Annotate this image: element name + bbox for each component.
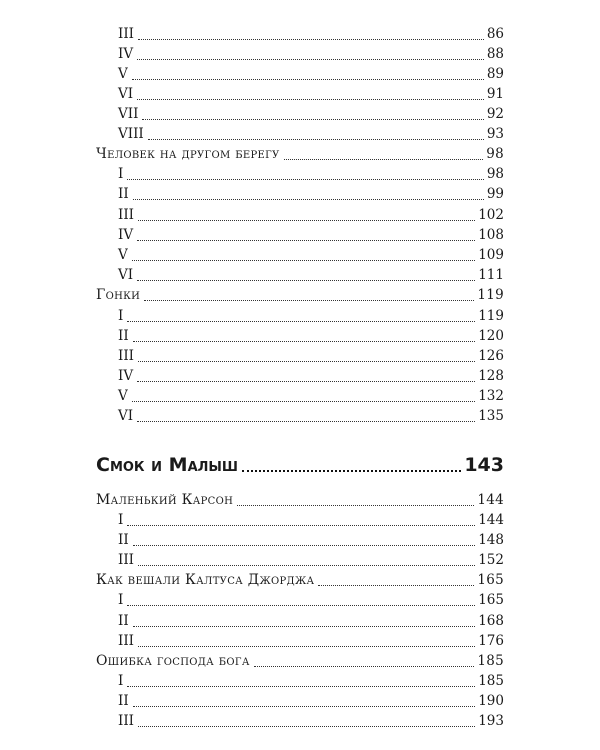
toc-section-entry — [118, 124, 504, 144]
toc-page-number: 98 — [486, 146, 504, 162]
toc-entry-label: Ошибка господа бога — [96, 653, 250, 669]
toc-entry-label: Смок и Малыш — [96, 454, 238, 476]
dot-leader — [138, 645, 475, 647]
toc-page-number: 128 — [478, 368, 504, 384]
toc-page-number: 98 — [486, 166, 504, 182]
toc-page-number: 185 — [478, 673, 504, 689]
toc-page-number: 119 — [478, 308, 504, 324]
dot-leader — [137, 239, 475, 241]
toc-section-entry — [118, 590, 504, 610]
dot-leader — [137, 420, 475, 422]
toc-entry-label: III — [118, 633, 134, 649]
toc-entry-label: Маленький Карсон — [96, 492, 234, 508]
toc-page-number: 109 — [478, 247, 504, 263]
toc-section-entry — [118, 631, 504, 651]
toc-entry-label: II — [118, 532, 129, 548]
dot-leader — [127, 685, 475, 687]
toc-section-entry — [118, 386, 504, 406]
toc-entry-label: I — [118, 512, 124, 528]
toc-chapter-entry — [96, 490, 504, 510]
toc-page-number: 91 — [486, 86, 504, 102]
toc-page-number: 144 — [477, 492, 504, 508]
dot-leader — [133, 198, 484, 200]
toc-entry-label: II — [118, 693, 129, 709]
toc-section-entry — [118, 611, 504, 631]
toc-section-entry — [118, 346, 504, 366]
dot-leader — [132, 259, 475, 261]
toc-chapter-entry — [96, 144, 504, 164]
toc-section-entry — [118, 84, 504, 104]
toc-section-entry — [118, 711, 504, 731]
toc-entry-label: IV — [118, 227, 134, 243]
toc-section-entry — [118, 265, 504, 285]
toc-entry-label: II — [118, 613, 129, 629]
toc-page-number: 144 — [478, 512, 504, 528]
dot-leader — [254, 665, 475, 667]
toc-page-number: 93 — [486, 126, 504, 142]
dot-leader — [132, 78, 484, 80]
toc-entry-label: IV — [118, 46, 134, 62]
toc-section-entry — [118, 104, 504, 124]
toc-page-number: 152 — [478, 552, 504, 568]
dot-leader — [127, 524, 475, 526]
toc-entry-label: V — [118, 247, 128, 263]
toc-page-number: 111 — [478, 267, 504, 283]
toc-entry-label: III — [118, 552, 134, 568]
toc-section-entry — [118, 691, 504, 711]
toc-section-entry — [118, 530, 504, 550]
toc-page-number: 89 — [486, 66, 504, 82]
toc-page-number: 168 — [478, 613, 504, 629]
toc-page-number: 135 — [478, 408, 504, 424]
toc-entry-label: III — [118, 713, 134, 729]
toc-entry-label: III — [118, 207, 134, 223]
toc-section-entry — [118, 550, 504, 570]
toc-entry-label: V — [118, 66, 128, 82]
toc-section-entry — [118, 510, 504, 530]
toc-section-entry — [118, 671, 504, 691]
toc-page-number: 165 — [478, 592, 504, 608]
toc-page-number: 126 — [478, 348, 504, 364]
toc-chapter-entry — [96, 651, 504, 671]
toc-entry-label: III — [118, 26, 134, 42]
toc-entry-label: V — [118, 388, 128, 404]
toc-section-entry — [118, 44, 504, 64]
toc-page-number: 99 — [486, 186, 504, 202]
dot-leader — [127, 320, 475, 322]
toc-page-number: 143 — [464, 454, 504, 476]
toc-page-number: 92 — [486, 106, 504, 122]
toc-entry-label: Гонки — [96, 287, 141, 303]
toc-page-number: 190 — [478, 693, 504, 709]
toc-entry-label: I — [118, 166, 124, 182]
dot-leader — [137, 98, 484, 100]
toc-entry-label: IV — [118, 368, 134, 384]
toc-entry-label: II — [118, 186, 129, 202]
toc-page-number: 119 — [477, 287, 504, 303]
toc-page-number: 108 — [478, 227, 504, 243]
dot-leader — [133, 705, 476, 707]
dot-leader — [133, 625, 476, 627]
toc-section-entry — [118, 366, 504, 386]
toc-page-number: 86 — [486, 26, 504, 42]
toc-section-entry — [118, 245, 504, 265]
dot-leader — [132, 400, 475, 402]
toc-part-entry — [96, 452, 504, 478]
toc-entry-label: VI — [118, 267, 134, 283]
toc-page-number: 176 — [478, 633, 504, 649]
toc-page-number: 148 — [478, 532, 504, 548]
toc-section-entry — [118, 64, 504, 84]
toc-entry-label: VI — [118, 86, 134, 102]
toc-page-number: 185 — [477, 653, 504, 669]
dot-leader — [138, 564, 475, 566]
toc-section-entry — [118, 24, 504, 44]
toc-page-number: 165 — [477, 572, 504, 588]
toc-page-number: 193 — [478, 713, 504, 729]
toc-page-number: 102 — [478, 207, 504, 223]
toc-section-entry — [118, 406, 504, 426]
toc-entry-label: III — [118, 348, 134, 364]
dot-leader — [284, 158, 484, 160]
toc-section-entry — [118, 306, 504, 326]
toc-entry-label: VIII — [118, 126, 144, 142]
dot-leader — [237, 504, 474, 506]
dot-leader — [138, 219, 475, 221]
toc-entry-label: VI — [118, 408, 134, 424]
dot-leader — [142, 118, 483, 120]
dot-leader — [137, 58, 484, 60]
toc-page-number: 88 — [486, 46, 504, 62]
toc-section-entry — [118, 225, 504, 245]
dot-leader — [138, 38, 484, 40]
toc-page-number: 120 — [478, 328, 504, 344]
toc-page-number: 132 — [478, 388, 504, 404]
dot-leader — [127, 178, 483, 180]
dot-leader — [127, 604, 475, 606]
toc-entry-label: VII — [118, 106, 139, 122]
toc-chapter-entry — [96, 285, 504, 305]
dot-leader — [242, 469, 461, 472]
toc-section-entry — [118, 326, 504, 346]
dot-leader — [318, 584, 474, 586]
toc-entry-label: I — [118, 592, 124, 608]
toc-section-entry — [118, 205, 504, 225]
dot-leader — [133, 340, 476, 342]
dot-leader — [148, 138, 484, 140]
dot-leader — [133, 544, 476, 546]
dot-leader — [137, 279, 475, 281]
toc-entry-label: Как вешали Калтуса Джорджа — [96, 572, 315, 588]
toc-section-entry — [118, 164, 504, 184]
toc-entry-label: II — [118, 328, 129, 344]
toc-section-entry — [118, 184, 504, 204]
toc-entry-label: I — [118, 308, 124, 324]
toc-entry-label: I — [118, 673, 124, 689]
toc-chapter-entry — [96, 570, 504, 590]
toc-entry-label: Человек на другом берегу — [96, 146, 280, 162]
dot-leader — [144, 299, 474, 301]
dot-leader — [138, 725, 475, 727]
dot-leader — [138, 360, 475, 362]
dot-leader — [137, 380, 475, 382]
